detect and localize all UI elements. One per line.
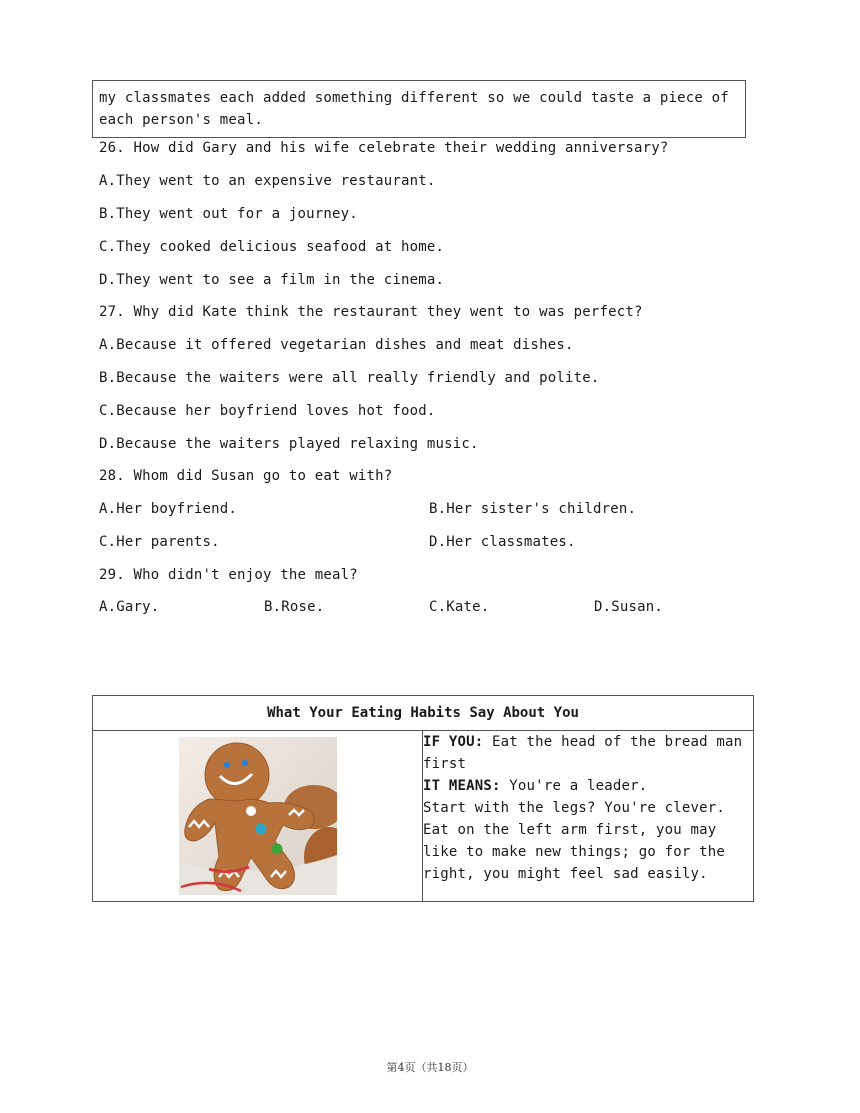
question-27-stem: 27. Why did Kate think the restaurant they went to was perfect? (99, 304, 643, 320)
if-you-text-cont: first (423, 756, 467, 772)
q28-option-d: D.Her classmates. (429, 534, 576, 550)
question-29-stem: 29. Who didn't enjoy the meal? (99, 567, 358, 583)
q27-option-b: B.Because the waiters were all really friendly and polite. (99, 370, 600, 386)
page-footer: 第4页（共18页） (386, 1061, 474, 1074)
habit-line-4: right, you might feel sad easily. (423, 866, 708, 882)
eating-habits-table (92, 695, 754, 902)
it-means-label: IT MEANS: (423, 778, 501, 794)
habit-line-1: Start with the legs? You're clever. (423, 800, 726, 816)
q26-option-c: C.They cooked delicious seafood at home. (99, 239, 445, 255)
q29-option-a: A.Gary. (99, 599, 160, 615)
q29-option-b: B.Rose. (264, 599, 325, 615)
q27-option-d: D.Because the waiters played relaxing music. (99, 436, 479, 452)
passage-line-1: my classmates each added something different so we could taste a piece of (99, 90, 729, 106)
question-28-stem: 28. Whom did Susan go to eat with? (99, 468, 393, 484)
q26-option-d: D.They went to see a film in the cinema. (99, 272, 445, 288)
q26-option-a: A.They went to an expensive restaurant. (99, 173, 436, 189)
gingerbread-man-image (179, 737, 337, 895)
if-you-label: IF YOU: (423, 734, 484, 750)
q28-option-c: C.Her parents. (99, 534, 220, 550)
habits-text-cell (423, 731, 754, 902)
q27-option-a: A.Because it offered vegetarian dishes and meat dishes. (99, 337, 574, 353)
q28-option-b: B.Her sister's children. (429, 501, 637, 517)
it-means-text: You're a leader. (500, 778, 648, 794)
q28-option-a: A.Her boyfriend. (99, 501, 238, 517)
image-cell (93, 731, 423, 902)
passage-tail-box (92, 80, 746, 138)
q29-option-c: C.Kate. (429, 599, 490, 615)
if-you-text: Eat the head of the bread man (483, 734, 743, 750)
question-26-stem: 26. How did Gary and his wife celebrate their wedding anniversary? (99, 140, 669, 156)
q26-option-b: B.They went out for a journey. (99, 206, 358, 222)
passage-line-2: each person's meal. (99, 112, 263, 128)
q29-option-d: D.Susan. (594, 599, 664, 615)
habit-line-2: Eat on the left arm first, you may (423, 822, 717, 838)
habit-line-3: like to make new things; go for the (423, 844, 726, 860)
table-title: What Your Eating Habits Say About You (93, 696, 754, 731)
q27-option-c: C.Because her boyfriend loves hot food. (99, 403, 436, 419)
